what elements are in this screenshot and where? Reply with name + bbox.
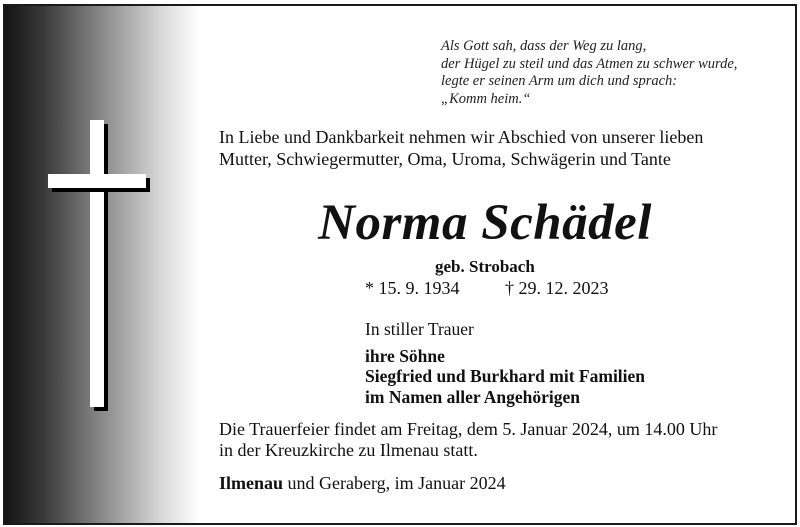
poem	[441, 38, 737, 108]
intro-line: In Liebe und Dankbarkeit nehmen wir Abschied von unserer lieben	[219, 127, 704, 147]
mourners-block	[365, 319, 645, 407]
mourner-line: Siegfried und Burkhard mit Familien	[365, 366, 646, 386]
place-name: Ilmenau	[219, 473, 284, 493]
deceased-name: Norma Schädel	[318, 195, 652, 251]
obituary-card	[3, 4, 797, 525]
maiden-name: geb. Strobach	[435, 257, 535, 276]
intro-text	[219, 126, 703, 170]
life-dates	[365, 278, 609, 299]
mourner-line: ihre Söhne	[365, 345, 445, 366]
service-line: Die Trauerfeier findet am Freitag, dem 5. Januar 2024, um 14.00 Uhr	[219, 419, 718, 439]
mourner-line: im Namen aller Angehörigen	[365, 386, 581, 407]
intro-line: Mutter, Schwiegermutter, Oma, Uroma, Schwägerin und Tante	[219, 149, 671, 169]
death-date: † 29. 12. 2023	[505, 278, 609, 298]
funeral-service-info	[219, 419, 717, 460]
place-rest: und Geraberg, im Januar 2024	[283, 473, 506, 493]
birth-date: * 15. 9. 1934	[365, 278, 460, 298]
poem-line: der Hügel zu steil und das Atmen zu schwer wurde,	[441, 55, 738, 72]
poem-line: „Komm heim.“	[441, 90, 531, 107]
place-and-date	[219, 473, 506, 494]
service-line: in der Kreuzkirche zu Ilmenau statt.	[219, 439, 478, 460]
mourning-heading: In stiller Trauer	[365, 319, 474, 339]
poem-line: Als Gott sah, dass der Weg zu lang,	[441, 38, 647, 54]
poem-line: legte er seinen Arm um dich und sprach:	[441, 73, 678, 89]
